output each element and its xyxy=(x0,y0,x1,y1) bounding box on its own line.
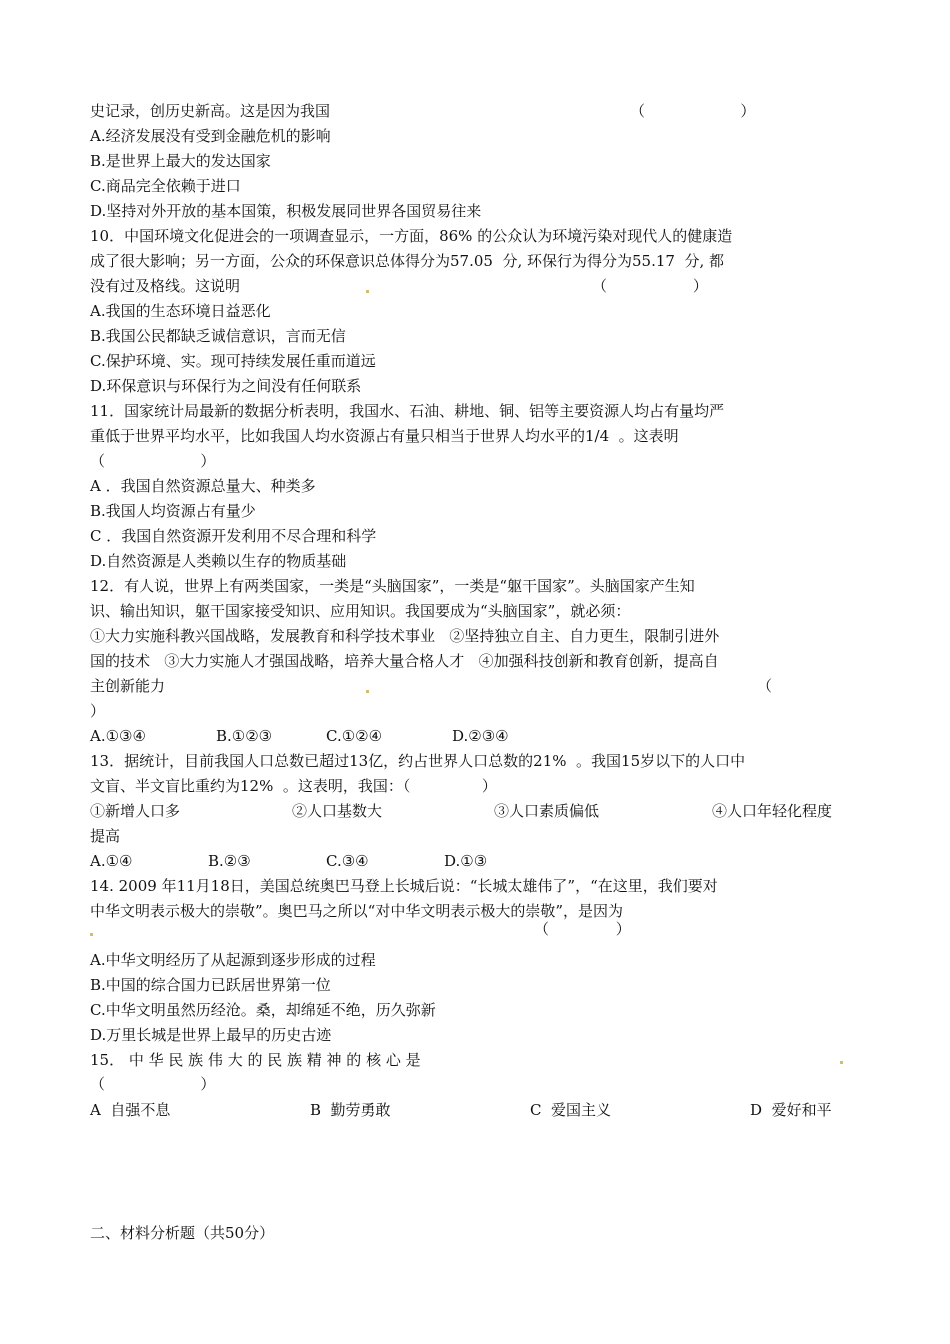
q10-option-c: C.保护环境、实。现可持续发展任重而道远 xyxy=(90,352,376,370)
q13-item-4: ④人口年轻化程度 xyxy=(712,802,833,820)
q11-stem-line2: 重低于世界平均水平，比如我国人均水资源占有量只相当于世界人均水平的1/4 。这表明 xyxy=(90,427,679,445)
q12-stem-line5: 主创新能力 xyxy=(90,677,166,695)
q10-stem-line1: 10．中国环境文化促进会的一项调查显示，一方面，86% 的公众认为环境污染对现代人的健康造 xyxy=(90,227,733,245)
q14-stem-line2: 中华文明表示极大的崇敬”。奥巴马之所以“对中华文明表示极大的崇敬”，是因为 xyxy=(90,902,624,920)
q14-option-a: A.中华文明经历了从起源到逐步形成的过程 xyxy=(90,951,376,969)
q14-option-c: C.中华文明虽然历经沧。桑，却绵延不绝，历久弥新 xyxy=(90,1001,436,1019)
q14-option-d: D.万里长城是世界上最早的历史古迹 xyxy=(90,1026,332,1044)
q13-stem-line2: 文盲、半文盲比重约为12% 。这表明，我国：（ ） xyxy=(90,777,497,795)
q14-answer-paren: （ ） xyxy=(534,920,631,938)
q12-answer-paren-open: （ xyxy=(757,677,773,695)
q13-stem-line1: 13．据统计，目前我国人口总数已超过13亿，约占世界人口总数的21% 。我国15岁以下的人口中 xyxy=(90,752,746,770)
q13-item-1: ①新增人口多 xyxy=(90,802,181,820)
q14-stem-line1: 14. 2009 年11月18日，美国总统奥巴马登上长城后说：“长城太雄伟了”，“在这里，我们要对 xyxy=(90,877,718,895)
q13-option-c: C.③④ xyxy=(326,852,369,870)
q10-option-d: D.环保意识与环保行为之间没有任何联系 xyxy=(90,377,362,395)
q9-stem: 史记录，创历史新高。这是因为我国 xyxy=(90,102,331,120)
q13-option-b: B.②③ xyxy=(208,852,251,870)
q9-option-d: D.坚持对外开放的基本国策，积极发展同世界各国贸易往来 xyxy=(90,202,482,220)
q9-option-b: B.是世界上最大的发达国家 xyxy=(90,152,271,170)
section-title: 二、材料分析题（共50分） xyxy=(90,1224,275,1242)
q15-option-d: D 爱好和平 xyxy=(750,1101,832,1119)
q11-option-b: B.我国人均资源占有量少 xyxy=(90,502,256,520)
q10-option-b: B.我国公民都缺乏诚信意识，言而无信 xyxy=(90,327,346,345)
q13-option-a: A.①④ xyxy=(90,852,133,870)
q15-answer-paren: （ ） xyxy=(90,1075,216,1093)
q12-stem-line4: 国的技术 ③大力实施人才强国战略，培养大量合格人才 ④加强科技创新和教育创新，提高自 xyxy=(90,652,719,670)
q11-answer-paren: （ ） xyxy=(90,452,216,470)
q14-option-b: B.中国的综合国力已跃居世界第一位 xyxy=(90,976,331,994)
q11-option-c: C ．我国自然资源开发利用不尽合理和科学 xyxy=(90,527,377,545)
q11-stem-line1: 11．国家统计局最新的数据分析表明，我国水、石油、耕地、铜、铝等主要资源人均占有量均严 xyxy=(90,402,725,420)
q10-option-a: A.我国的生态环境日益恶化 xyxy=(90,302,271,320)
q13-item-3: ③人口素质偏低 xyxy=(494,802,600,820)
q13-item-2: ②人口基数大 xyxy=(292,802,383,820)
q9-option-c: C.商品完全依赖于进口 xyxy=(90,177,241,195)
q9-answer-paren: （ ） xyxy=(630,102,756,120)
q15-option-c: C 爱国主义 xyxy=(530,1101,612,1119)
q12-stem-line3: ①大力实施科教兴国战略，发展教育和科学技术事业 ②坚持独立自主、自力更生，限制引进外 xyxy=(90,627,720,645)
q10-answer-paren: （ ） xyxy=(592,277,708,295)
stray-dot xyxy=(366,290,369,293)
q12-option-d: D.②③④ xyxy=(452,727,509,745)
q15-option-b: B 勤劳勇敢 xyxy=(310,1101,391,1119)
q13-item-4-continued: 提高 xyxy=(90,827,121,845)
q12-option-b: B.①②③ xyxy=(216,727,273,745)
stray-dot xyxy=(840,1061,843,1064)
q12-stem-line1: 12．有人说，世界上有两类国家，一类是“头脑国家”，一类是“躯干国家”。头脑国家产生知 xyxy=(90,577,695,595)
q12-option-c: C.①②④ xyxy=(326,727,383,745)
stray-dot xyxy=(90,933,93,936)
q15-stem: 15． 中 华 民 族 伟 大 的 民 族 精 神 的 核 心 是 xyxy=(90,1051,421,1069)
q12-option-a: A.①③④ xyxy=(90,727,146,745)
q10-stem-line3: 没有过及格线。这说明 xyxy=(90,277,241,295)
q13-option-d: D.①③ xyxy=(444,852,488,870)
q15-option-a: A 自强不息 xyxy=(90,1101,171,1119)
q11-option-a: A ．我国自然资源总量大、种类多 xyxy=(90,477,316,495)
q12-stem-line2: 识、输出知识，躯干国家接受知识、应用知识。我国要成为“头脑国家”，就必须： xyxy=(90,602,631,620)
stray-dot xyxy=(366,690,369,693)
q9-option-a: A.经济发展没有受到金融危机的影响 xyxy=(90,127,331,145)
q12-answer-paren-close: ） xyxy=(90,702,106,720)
q11-option-d: D.自然资源是人类赖以生存的物质基础 xyxy=(90,552,347,570)
q10-stem-line2: 成了很大影响；另一方面，公众的环保意识总体得分为57.05 分, 环保行为得分为55.17 分, 都 xyxy=(90,252,725,270)
